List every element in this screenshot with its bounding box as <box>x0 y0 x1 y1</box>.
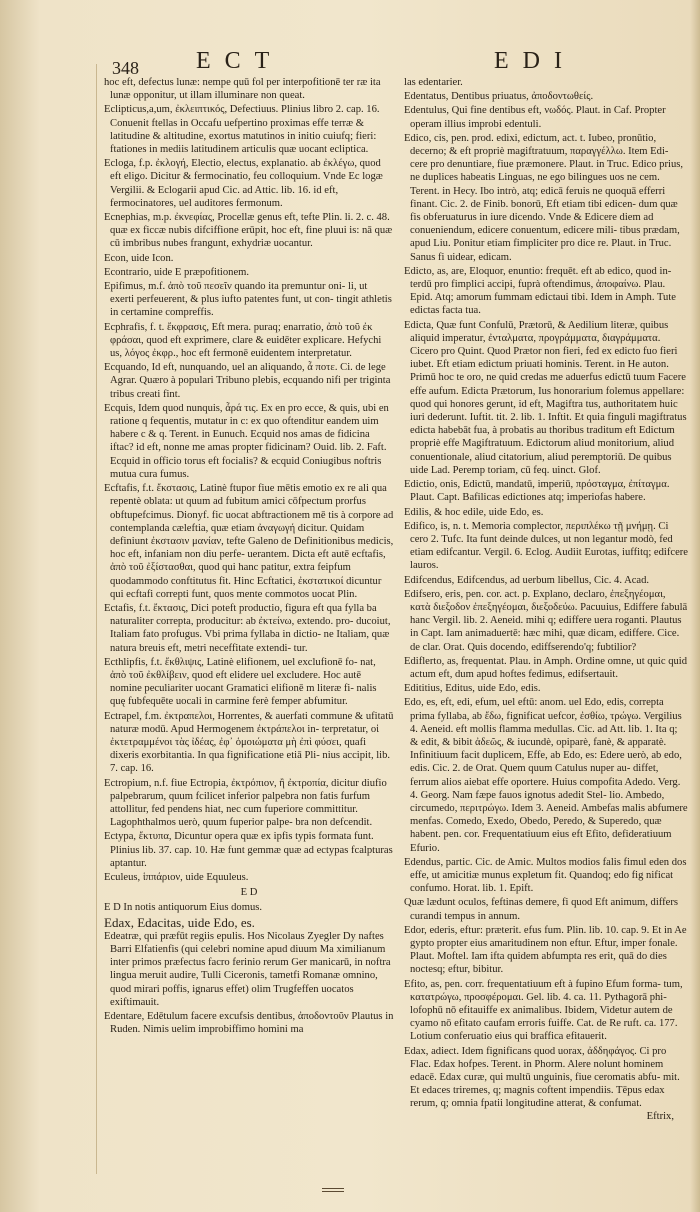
dictionary-entry: Ecftafis, f.t. ἔκστασις, Latinè ftupor fiue mētis emotio ex re ali qua repentè oblata: ut quum ad fubitum amici cōfpectum prorfus obftupefcimus. Dionyf. fic uocat abftractionem mē tis à corpore ad contemplanda cæleftia, quæ etiam ἀναγωγή dicitur. Quidam definiunt ἐκστασιν μανίαν, tefte Galeno de Definitionibus medicis, hoc eft, infaniam non diu perfe- uerantem. Dicta eft autē ecftafis, ἀπὸ τοῦ ἐξίστασθαι, quod qui hanc patitur, extra feipfum quodammodo conftitutus fit. Hinc Ecftatici, ἐκστατικοί dicuntur qui ecftafi correpti funt, quos mente commotos uocat Plin. <box>104 483 394 600</box>
dictionary-entry: Epifimus, m.f. ἀπὸ τοῦ πεσεῖν quando ita premuntur oni- li, ut exerti perfeuerent, & plus iufto patentes funt, ut con- tingit athletis in certamine compreffis. <box>104 281 392 319</box>
dictionary-entry: Ediflerto, as, frequentat. Plau. in Amph. Ordine omne, ut quic quid actum eft, dum apud hoftes fedimus, edifsertauit. <box>404 655 688 680</box>
dictionary-entry: Edax, Edacitas, uide Edo, es. <box>104 914 255 930</box>
dictionary-entry: hoc eft, defectus lunæ: nempe quū fol per interpofitionē ter ræ ita lunæ opponitur, ut illam illuminare non queat. <box>104 77 381 102</box>
dictionary-entry: Econtrario, uide E præpofitionem. <box>104 266 250 278</box>
dictionary-entry: Ecphrafis, f. t. ἔκφρασις, Eft mera. puraq; enarratio, ἀπὸ τοῦ ἐκ φράσαι, quod eft exprimere, clare & euidēter explicare. Hefychi us, λόγος ἐκφρ., hoc eft fermonē euidentem interpretatur. <box>104 321 382 360</box>
ornament-icon <box>322 1186 344 1194</box>
page-number: 348 <box>112 58 139 78</box>
running-head-left: ECT <box>196 48 284 74</box>
dictionary-entry: Edifcendus, Edifcendus, ad uerbum libellus, Cic. 4. Acad. <box>404 574 650 586</box>
dictionary-entry: Edifico, is, n. t. Memoria complector, περιπλέκω τῇ μνήμῃ. Ci cero 2. Tufc. Ita funt deinde dulces, ut non legantur modò, fed etiam edifcantur. Vergil. 6. Eclog. Audiit Eurotas, iuffitq; edifcere lauros. <box>404 520 689 572</box>
dictionary-entry: E D In notis antiquorum Eius domus. <box>104 902 263 914</box>
right-column <box>404 76 688 1112</box>
dictionary-entry: Edico, cis, pen. prod. edixi, edictum, act. t. Iubeo, pronūtio, decerno; & eft propriè magiftratuum, παραγγέλλω. Item Edi- cere pro denuntiare, fiue præmonere. Plaut. in Truc. Edico prius, ne duplices habeatis Linguas, ne ego bilingues uos ne cem. Terent. in Hecy. Ibo intrò, atq; edicā feruis ne quoquā efferri finant. Cic. 2. de Finib. bonorū, Eft etiam tibi edicen- dum quæ fis obferuaturus in iure dicendo. Vnde & Edicere diem ad conueniendum, edicere conuentum, edicere mili- tibus prædam, apud Liu. Ponitur etiam fimpliciter pro dice re. Plaut. in Truc. Sanus fi uidear, edicam. <box>404 132 684 263</box>
dictionary-entry: Edentatus, Dentibus priuatus, ἀποδοντωθείς. <box>404 91 594 103</box>
dictionary-entry: Edentare, Edētulum facere excufsis dentibus, ἀποδοντοῦν Plautus in Ruden. Nimis uelim improbiffimo homini ma <box>104 1011 394 1036</box>
dictionary-entry: Edicta, Quæ funt Confulū, Prætorū, & Aedilium literæ, quibus aliquid imperatur, ἐνταλματα, προγράμματα, διαγράμματα. Cicero pro Quint. Quod Prætor non fieri, fed ex edicto fuo fieri iubet. Eft etiam edictum priuati hominis. Terent. in He auton. Primū hoc te oro, ne quid credas me aduerfus edictū tuum Facere effe aufum. Edicta Prætorum, Ius honorarium folemus appellare: quod qui honores gerunt, id eft, Magiftra tus, authoritatem huic iuri dederunt. Iuftit. tit. 2. lib. 1. Inftit. Et quia finguli magiftratus edicta habebāt fua, à probatis au thoribus traditum eft Edictum propriè effe Magiftratuum. Edictorum aliud monitorium, aliud conuentionale, aliud citatorium, aliud peremptoriū. De quibus uide Lad. Peremp toriam, cū feq. uinct. Glof. <box>404 319 687 476</box>
catchword: Eftrix, <box>646 1111 674 1122</box>
left-column <box>104 76 394 1037</box>
dictionary-entry: Edictio, onis, Edictū, mandatū, imperiū, πρόσταγμα, ἐπίταγμα. Plaut. Capt. Bafilicas edictiones atq; imperiofas habere. <box>404 479 670 504</box>
dictionary-entry: Ecthlipfis, f.t. ἔκθλιψις, Latinè elifionem, uel exclufionē fo- nat, ἀπὸ τοῦ ἐκθλίβειν, quod eft elidere uel excludere. Hoc autē nomine peculiariter uocant Gramatici elifionē m literæ fi- nalis quę fubfequēte uocali in carmine ferè femper abfumitur. <box>104 656 377 708</box>
dictionary-entry: Quæ lædunt oculos, feftinas demere, fi quod Eft animum, differs curandi tempus in annum. <box>404 897 679 922</box>
gutter-shadow <box>96 64 97 1174</box>
dictionary-entry: Eculeus, ἱππάριον, uide Equuleus. <box>104 871 249 883</box>
dictionary-entry: Edeatræ, qui præfūt regiis epulis. Hos Nicolaus Zyegler Dy naftes Barri Elfatienfis (qui celebri nomine apud diuum Ma ximilianum inter primos præfectus facro ferinio rerum Ger manicarū, in noftra lingua meruit audire, Tulli Ciceronis, tametfi Romanæ omnino, quod mirari poffis, ignarus effet) olim Trugfeffen uocatos exiftimauit. <box>104 930 391 1008</box>
dictionary-entry: Edor, ederis, eftur: præterit. efus fum. Plin. lib. 10. cap. 9. Et in Ae gypto propter eius amaritudinem non eftur. Eftur, imper fonale. Plaut. Moftel. Iam ifta quidem abfumpta res erit, quā do dies noctesq; eftur, bibitur. <box>404 924 687 976</box>
dictionary-entry: Ecloga, f.p. ἐκλογή, Electio, electus, explanatio. ab ἐκλέγω, quod eft eligo. Dicitur & fermocinatio, feu colloquium. Vnde Ec logæ Vergilii. & Eclogarii apud Cic. ad Attic. lib. 16. id eft, fermocinatores, uel auditores fermonum. <box>104 158 383 209</box>
dictionary-entry: las edentarier. <box>404 77 463 88</box>
dictionary-entry: Edititius, Editus, uide Edo, edis. <box>404 683 541 695</box>
dictionary-entry: Edilis, & hoc edile, uide Edo, es. <box>404 506 544 518</box>
running-head-right: EDI <box>494 48 576 74</box>
dictionary-entry: Ectafis, f.t. ἔκτασις, Dici poteft productio, figura eft qua fylla ba naturaliter correpta, producitur: ab ἐκτείνω, extendo. pro- ducoiut, Italiam fato profugus. Vbi prima fyllaba in dictio- ne Italiam, quæ natura breuis eft, metri neceffitate extendi- tur. <box>104 602 391 654</box>
dictionary-entry: Edax, adiect. Idem fignificans quod uorax, ἀδδηφάγος. Ci pro Flac. Edax hofpes. Terent. in Phorm. Alere nolunt hominem edacē. Edax curæ, qui multū unguinis, fiue ceromatis abfu- mit. Et edaces triremes, q; magnis coftent impendiis. Tēpus edax rerum, q; omnia fpatii longitudine atterat, & confumat. <box>404 1045 680 1110</box>
dictionary-entry: Efito, as, pen. corr. frequentatiuum eft à fupino Efum forma- tum, κατατρώγω, προσφέρομαι. Gel. lib. 4. ca. 11. Pythagorā phi- lofophū nō efitauiffe ex animalibus. Ibidem, Videtur autem de cyamo nō efitato caufam erroris fuiffe. Cat. de Re ruft. ca. 177. Lotium conferuatio eius qui braffica efitauerit. <box>404 978 683 1043</box>
dictionary-entry: Edifsero, eris, pen. cor. act. p. Explano, declaro, ἐπεξηγέομαι, κατὰ διεξοδον ἐπεξηγέομαι, διεξοδεύω. Pacuuius, Ediffere fabulā hanc Vergil. lib. 2. Aeneid. mihi q; ediffere uera roganti. Plautus in Capt. Iam animaduertē: hæc mihi, quæ dicam, ediffere. Cice. de clar. Orat. Quis docendo, ediffserendo'q; fubtilior? <box>404 588 688 653</box>
section-divider: E D <box>240 887 258 899</box>
dictionary-entry: Edendus, partic. Cic. de Amic. Multos modios falis fimul eden dos effe, ut amicitiæ munus expletum fit. Quandoq; edo fig nificat confumo. Horat. lib. 1. Epift. <box>404 856 687 895</box>
dictionary-entry: Ecquando, Id eft, nunquando, uel an aliquando, ἆ ποτε. Ci. de lege Agrar. Quæro à populari Tribuno plebis, ecquando nifi per triginta tribus creati fint. <box>104 362 391 400</box>
dictionary-entry: Econ, uide Icon. <box>104 252 174 264</box>
dictionary-entry: Ectrapel, f.m. ἐκτραπελοι, Horrentes, & auerfati commune & ufitatū naturæ modū. Apud Hermogenem ἐκτράπελοι in- terpretatur, οἱ ἐκτετραμμένοι τὰς ἰδέας, ἐφ᾽ ὁμοιώματα μὴ ἐπὶ φύσει, quafi dixeris exorbitantia. In qua fignificatione etiā Pli- nius accipit, lib. 7. cap. 16. <box>104 710 394 775</box>
dictionary-entry: Ecnephias, m.p. ἐκνεφίας, Procellæ genus eft, tefte Plin. li. 2. c. 48. quæ ex ficcæ nubis difciffione erūpit, hoc eft, fine pluui is: nā quæ cū imbribus nubes frangunt, exhydriæ uocantur. <box>104 212 393 250</box>
dictionary-entry: Ecquis, Idem quod nunquis, ἆρά τις. Ex en pro ecce, & quis, ubi en ratione q fequentis, mutatur in c: ex quo oftenditur eandem uim habere c & q. Terent. in Eunuch. Ecquid nos amas de fidicina iftac? id eft, nonne me amas propter fidicinam? Ouid. lib. 2. Faft. Ecquid in officio torus eft focialis? & ecquid Coniugibus noftris mutua cura fumus. <box>104 402 389 480</box>
dictionary-entry: Edentulus, Qui fine dentibus eft, νωδός. Plaut. in Caf. Propter operam illius improbi edentuli. <box>404 105 666 130</box>
dictionary-entry: Eclipticus,a,um, ἐκλειπτικός, Defectiuus. Plinius libro 2. cap. 16. Conuenit ftellas in Occafu uefpertino proximas effe terræ & latitudine & altitudine, exortus matutinos in initio cuiufq; fieri: ftationes in mediis latitudinem articulis quæ uocant ecliptica. <box>104 104 380 156</box>
dictionary-entry: Ectypa, ἔκτυπα, Dicuntur opera quæ ex ipfis typis formata funt. Plinius lib. 37. cap. 10. Hæ funt gemmæ quæ ad ectypas fcalpturas aptantur. <box>104 831 393 869</box>
dictionary-entry: Edicto, as, are, Eloquor, enuntio: frequēt. eft ab edico, quod in- terdū pro fimplici accipi, fuprà oftendimus, ἀποφαίνω. Plau. Epid. Atq; amorum fummam edictaui tibi. Idem in Amph. Tute edictas facta tua. <box>404 265 677 317</box>
dictionary-entry: Ectropium, n.f. fiue Ectropia, ἐκτρόπιον, ἢ ἐκτροπία, dicitur diufio palpebrarum, quum fcilicet inferior palpebra non fatis furfum attollitur, fed pendens hiat, nec cum fuperiore committitur. Lagophthalmos uerò, quum fuperior palpe- bra non defcendit. <box>104 777 387 829</box>
running-head <box>0 44 700 78</box>
dictionary-entry: Edo, es, eft, edi, efum, uel eftū: anom. uel Edo, edis, correpta prima fyllaba, ab ἔδω, fignificat uefcor, ἐσθίω, τρώγω. Vergilius 4. Aeneid. eft mollis flamma medullas. Cic. ad Att. lib. 1. Ita q; & edit, & bibit ἀδεῶς, & iucundè, opiparè, fanè, & apparatè. Infinitiuum facit duplicem, Effe, ab Edo, es: Edere uerò, ab edo, edis. Cic. 2. de Orat. Quem quum Catulus nuper au- diffet, ferrum alios aiebat effe oportere. Huius compofita Adedo. Verg. 4. Georg. Nam fæpe fauos ignotus adedit Stel- lio. Ambedo, circumedo, περιτρώγω. Idem 3. Aeneid. Ambefas malis abfumere menfas. Comedo, Exedo, Obedo, Peredo, & Superedo, quæ habent. pen. cor. Frequentatiuum eius eft Efito, defideratiuum Efurio. <box>404 697 688 854</box>
